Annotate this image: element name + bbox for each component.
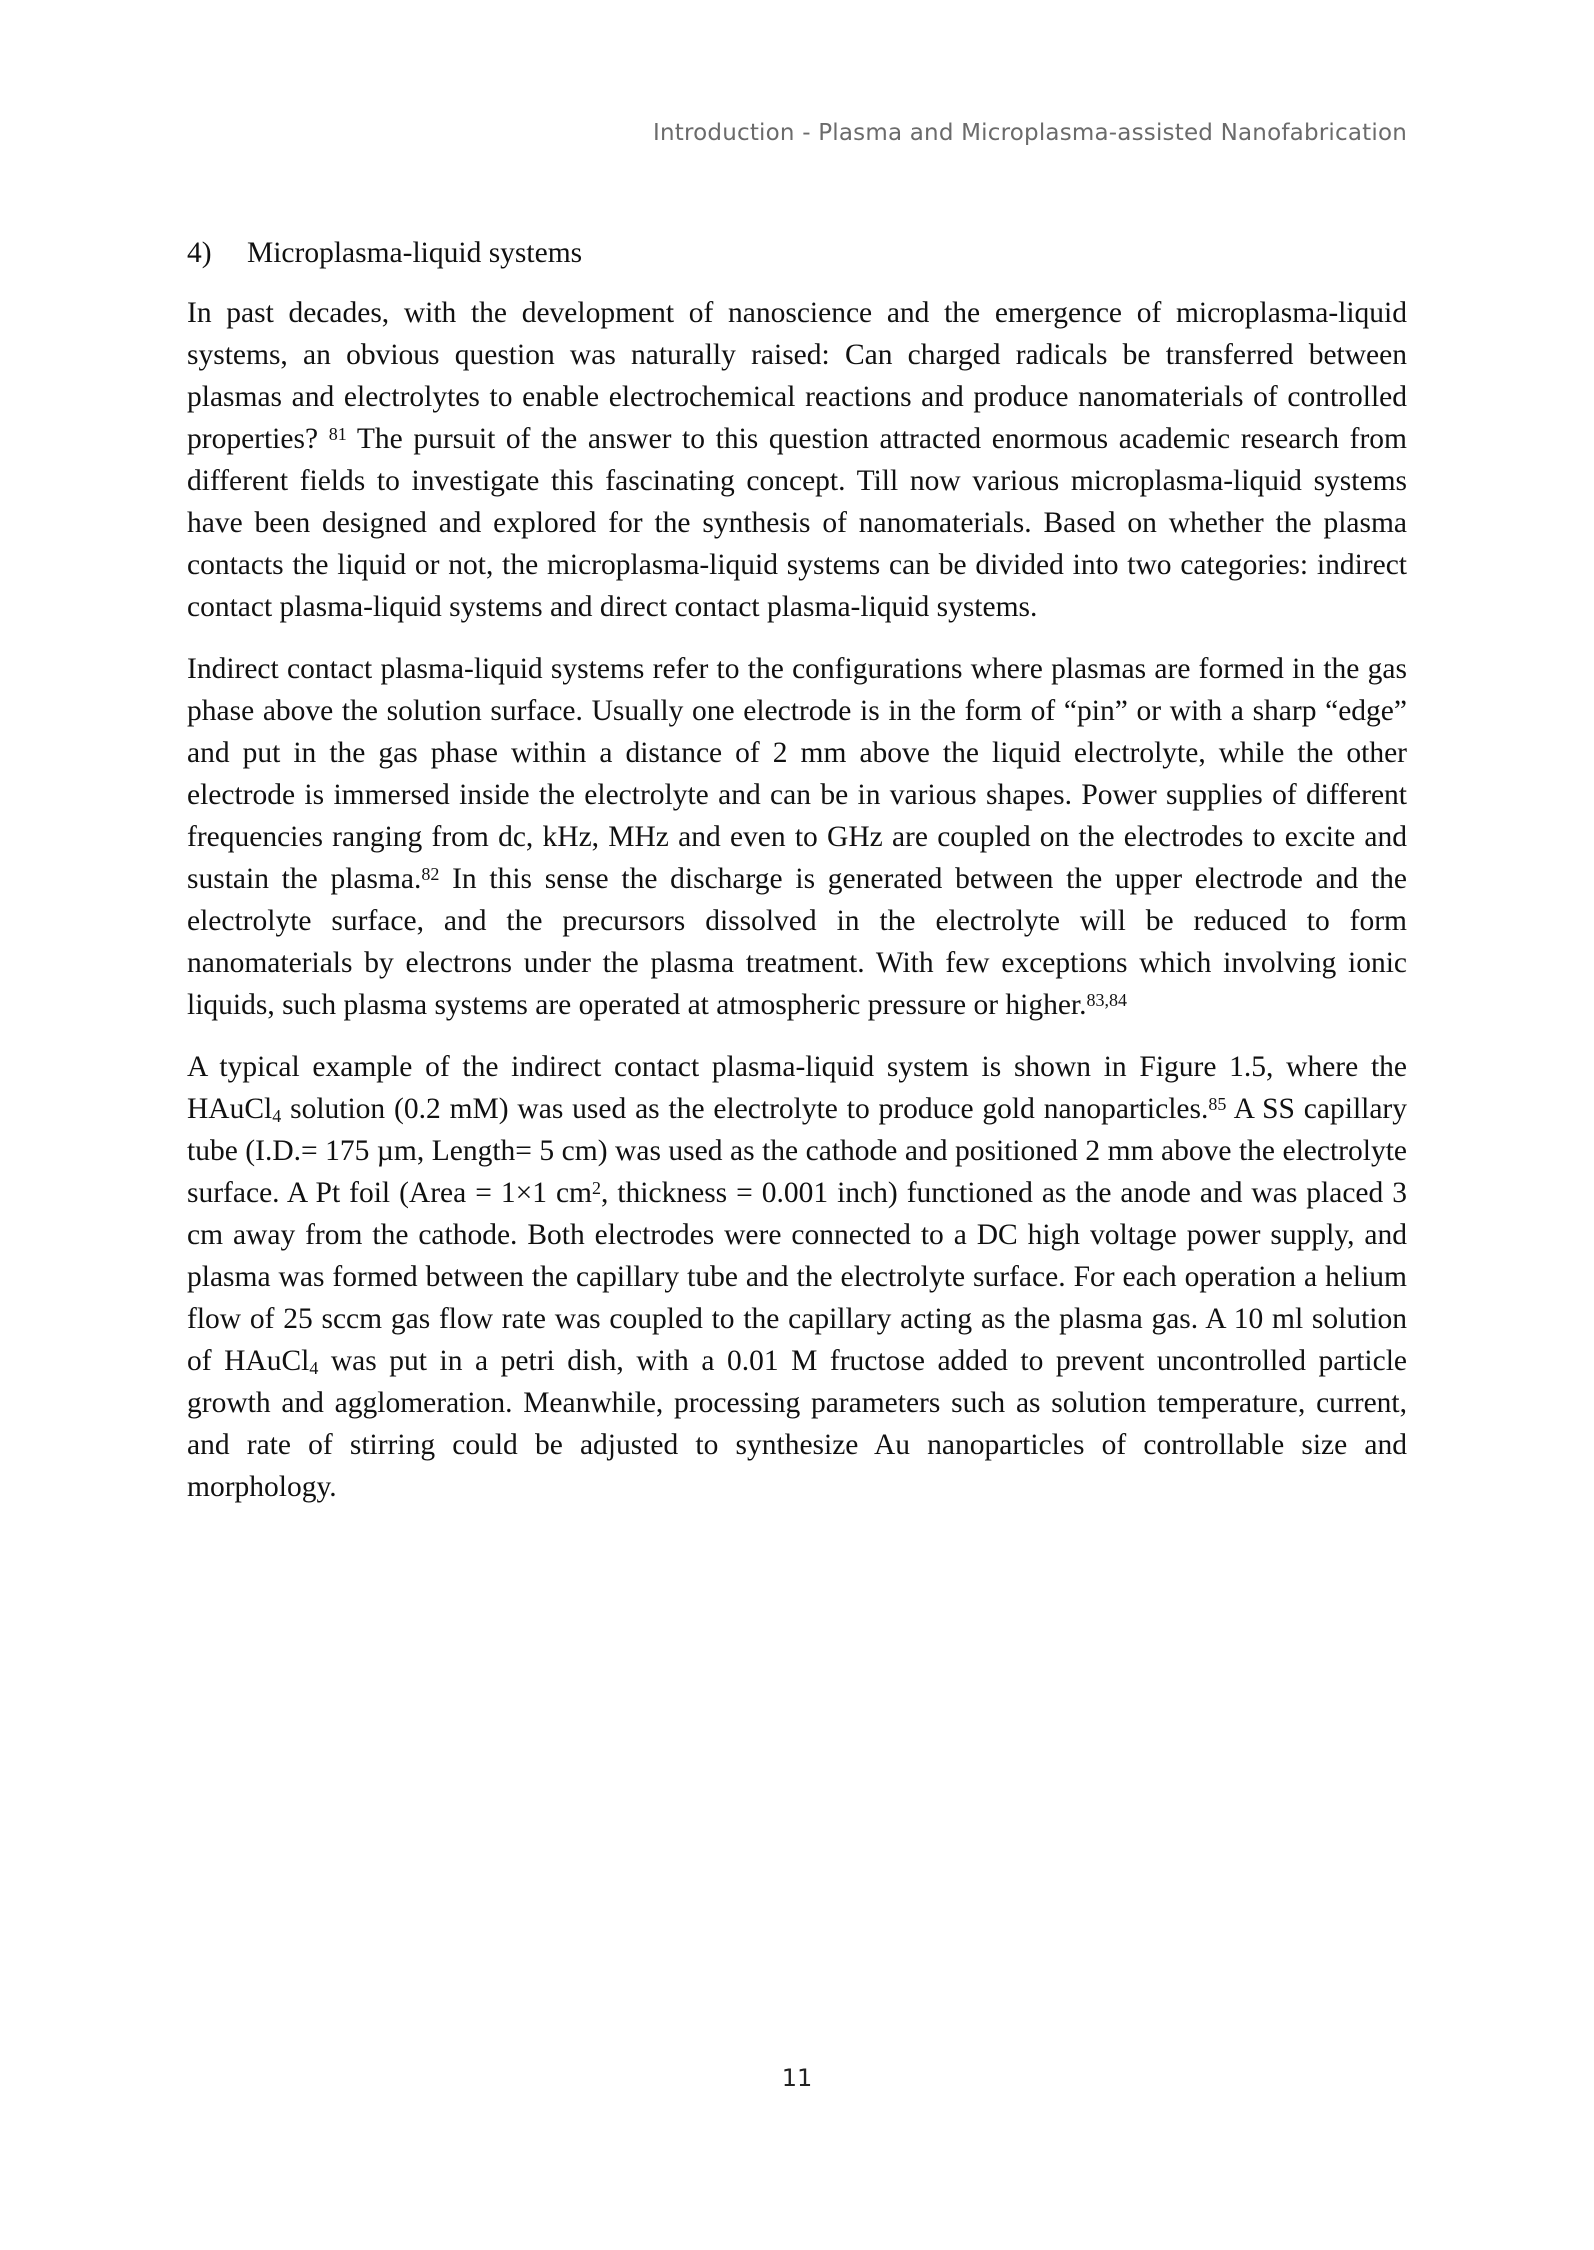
citation-ref: 85 — [1208, 1094, 1227, 1114]
text-run: solution (0.2 mM) was used as the electrolyte to produce gold nanoparticles. — [281, 1093, 1209, 1125]
text-run: Indirect contact plasma-liquid systems refer to the configurations where plasmas are formed in the gas phase above the solution surface. Usually one electrode is in the form of “pin” or with a sharp “edge” and put in the gas phase within a distance of 2 mm above the liquid electrolyte, while the other electrode is immersed inside the electrolyte and can be in various shapes. Power supplies of different frequencies ranging from dc, kHz, MHz and even to GHz are coupled on the electrodes to excite and sustain the plasma. — [187, 653, 1407, 895]
superscript: 2 — [592, 1178, 601, 1198]
text-run: was put in a petri dish, with a 0.01 M fructose added to prevent uncontrolled particle growth and agglomeration. Meanwhile, processing parameters such as solution temperature, current, and rate of stirring could be adjusted to synthesize Au nanoparticles of controllable size and morphology. — [187, 1345, 1407, 1503]
text-run: In past decades, with the development of nanoscience and the emergence of microplasma-liquid systems, an obvious question was naturally raised: Can charged radicals be transferred between plasmas and electrolytes to enable electrochemical reactions and produce nanomaterials of controlled properties? — [187, 297, 1407, 455]
text-run: , thickness = 0.001 inch) functioned as the anode and was placed 3 cm away from the cathode. Both electrodes were connected to a DC high voltage power supply, and plasma was formed between the capillary tube and the electrolyte surface. For each operation a helium flow of 25 sccm gas flow rate was coupled to the capillary acting as the plasma gas. A 10 ml solution of HAuCl — [187, 1177, 1407, 1377]
subscript: 4 — [309, 1358, 319, 1378]
citation-ref: 83,84 — [1086, 990, 1128, 1010]
text-run: In this sense the discharge is generated between the upper electrode and the electrolyte surface, and the precursors dissolved in the electrolyte will be reduced to form nanomaterials by electrons under the plasma treatment. With few exceptions which involving ionic liquids, such plasma systems are operated at atmospheric pressure or higher. — [187, 863, 1407, 1021]
paragraph-3 — [187, 1046, 1407, 1508]
running-header: Introduction - Plasma and Microplasma-assisted Nanofabrication — [653, 120, 1407, 146]
page-number: 11 — [781, 2064, 813, 2092]
citation-ref: 82 — [421, 864, 440, 884]
text-run: The pursuit of the answer to this question attracted enormous academic research from different fields to investigate this fascinating concept. Till now various microplasma-liquid systems have been designed and explored for the synthesis of nanomaterials. Based on whether the plasma contacts the liquid or not, the microplasma-liquid systems can be divided into two categories: indirect contact plasma-liquid systems and direct contact plasma-liquid systems. — [187, 423, 1407, 623]
section-heading — [187, 232, 1407, 274]
citation-ref: 81 — [328, 424, 347, 444]
text-run: A SS capillary tube (I.D.= 175 µm, Length= 5 cm) was used as the cathode and positioned 2 mm above the electrolyte surface. A Pt foil (Area = 1×1 cm — [187, 1093, 1407, 1209]
paragraph-1 — [187, 292, 1407, 628]
text-run: A typical example of the indirect contact plasma-liquid system is shown in Figure 1.5, where the HAuCl — [187, 1051, 1407, 1125]
section-title: Microplasma-liquid systems — [247, 237, 583, 269]
paragraph-2 — [187, 648, 1407, 1026]
section-number: 4) — [187, 237, 212, 269]
page-body — [187, 232, 1407, 1528]
subscript: 4 — [272, 1106, 282, 1126]
